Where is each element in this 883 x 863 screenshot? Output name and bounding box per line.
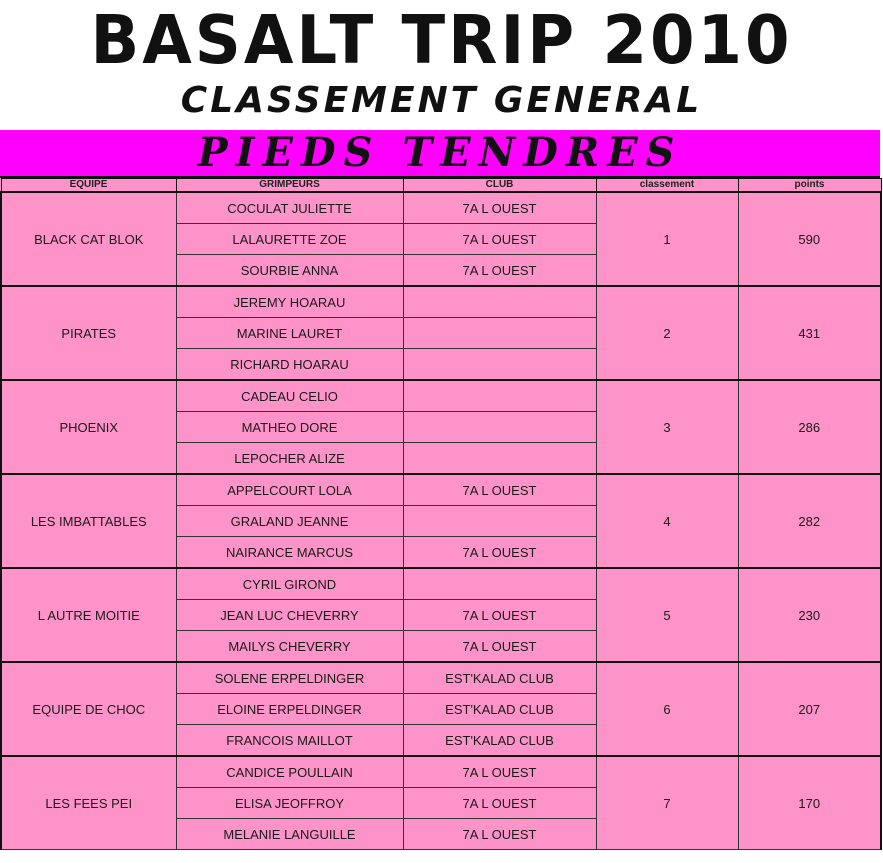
climber-cell[interactable]: LEPOCHER ALIZE xyxy=(176,443,403,475)
climber-cell[interactable]: ELOINE ERPELDINGER xyxy=(176,694,403,725)
climber-cell[interactable]: JEAN LUC CHEVERRY xyxy=(176,600,403,631)
points-cell[interactable]: 590 xyxy=(738,192,881,286)
points-cell[interactable]: 431 xyxy=(738,286,881,380)
points-cell[interactable]: 207 xyxy=(738,662,881,756)
rank-cell[interactable]: 2 xyxy=(596,286,738,380)
club-cell[interactable]: 7A L OUEST xyxy=(403,631,596,663)
column-header-points[interactable]: points xyxy=(738,179,881,193)
climber-cell[interactable]: APPELCOURT LOLA xyxy=(176,474,403,506)
ranking-table xyxy=(0,178,882,850)
climber-cell[interactable]: SOLENE ERPELDINGER xyxy=(176,662,403,694)
climber-cell[interactable]: FRANCOIS MAILLOT xyxy=(176,725,403,757)
rank-cell[interactable]: 7 xyxy=(596,756,738,850)
team-name-cell[interactable]: EQUIPE DE CHOC xyxy=(1,662,176,756)
climber-cell[interactable]: ELISA JEOFFROY xyxy=(176,788,403,819)
team-name-cell[interactable]: LES IMBATTABLES xyxy=(1,474,176,568)
climber-cell[interactable]: SOURBIE ANNA xyxy=(176,255,403,287)
page-title: BASALT TRIP 2010 xyxy=(90,2,793,80)
table-row xyxy=(1,286,881,318)
climber-cell[interactable]: MAILYS CHEVERRY xyxy=(176,631,403,663)
team-name-cell[interactable]: PHOENIX xyxy=(1,380,176,474)
club-cell[interactable] xyxy=(403,380,596,412)
club-cell[interactable] xyxy=(403,349,596,381)
team-name-cell[interactable]: BLACK CAT BLOK xyxy=(1,192,176,286)
points-cell[interactable]: 170 xyxy=(738,756,881,850)
table-row xyxy=(1,756,881,788)
climber-cell[interactable]: CANDICE POULLAIN xyxy=(176,756,403,788)
rank-cell[interactable]: 6 xyxy=(596,662,738,756)
points-cell[interactable]: 230 xyxy=(738,568,881,662)
club-cell[interactable]: EST'KALAD CLUB xyxy=(403,694,596,725)
climber-cell[interactable]: CYRIL GIROND xyxy=(176,568,403,600)
points-cell[interactable]: 286 xyxy=(738,380,881,474)
club-cell[interactable]: EST'KALAD CLUB xyxy=(403,662,596,694)
table-row xyxy=(1,474,881,506)
club-cell[interactable]: 7A L OUEST xyxy=(403,474,596,506)
club-cell[interactable]: 7A L OUEST xyxy=(403,788,596,819)
column-header-rank[interactable]: classement xyxy=(596,179,738,193)
table-row xyxy=(1,662,881,694)
rank-cell[interactable]: 1 xyxy=(596,192,738,286)
club-cell[interactable]: 7A L OUEST xyxy=(403,756,596,788)
team-name-cell[interactable]: LES FEES PEI xyxy=(1,756,176,850)
club-cell[interactable] xyxy=(403,443,596,475)
club-cell[interactable] xyxy=(403,568,596,600)
column-header-team[interactable]: EQUIPE xyxy=(1,179,176,193)
rank-cell[interactable]: 5 xyxy=(596,568,738,662)
climber-cell[interactable]: RICHARD HOARAU xyxy=(176,349,403,381)
climber-cell[interactable]: NAIRANCE MARCUS xyxy=(176,537,403,569)
points-cell[interactable]: 282 xyxy=(738,474,881,568)
page-subtitle: CLASSEMENT GENERAL xyxy=(180,80,703,121)
climber-cell[interactable]: COCULAT JULIETTE xyxy=(176,192,403,224)
table-row xyxy=(1,568,881,600)
ranking-body xyxy=(1,192,881,850)
column-header-club[interactable]: CLUB xyxy=(403,179,596,193)
club-cell[interactable] xyxy=(403,412,596,443)
club-cell[interactable] xyxy=(403,506,596,537)
club-cell[interactable]: 7A L OUEST xyxy=(403,255,596,287)
club-cell[interactable]: 7A L OUEST xyxy=(403,537,596,569)
club-cell[interactable] xyxy=(403,286,596,318)
header-row xyxy=(1,179,881,193)
table-row xyxy=(1,192,881,224)
club-cell[interactable]: EST'KALAD CLUB xyxy=(403,725,596,757)
table-row xyxy=(1,380,881,412)
climber-cell[interactable]: MELANIE LANGUILLE xyxy=(176,819,403,850)
climber-cell[interactable]: LALAURETTE ZOE xyxy=(176,224,403,255)
club-cell[interactable]: 7A L OUEST xyxy=(403,224,596,255)
club-cell[interactable] xyxy=(403,318,596,349)
climber-cell[interactable]: MARINE LAURET xyxy=(176,318,403,349)
climber-cell[interactable]: GRALAND JEANNE xyxy=(176,506,403,537)
category-banner: PIEDS TENDRES xyxy=(0,130,880,178)
climber-cell[interactable]: CADEAU CELIO xyxy=(176,380,403,412)
club-cell[interactable]: 7A L OUEST xyxy=(403,819,596,850)
rank-cell[interactable]: 4 xyxy=(596,474,738,568)
climber-cell[interactable]: JEREMY HOARAU xyxy=(176,286,403,318)
club-cell[interactable]: 7A L OUEST xyxy=(403,192,596,224)
rank-cell[interactable]: 3 xyxy=(596,380,738,474)
team-name-cell[interactable]: PIRATES xyxy=(1,286,176,380)
column-header-climbers[interactable]: GRIMPEURS xyxy=(176,179,403,193)
club-cell[interactable]: 7A L OUEST xyxy=(403,600,596,631)
team-name-cell[interactable]: L AUTRE MOITIE xyxy=(1,568,176,662)
climber-cell[interactable]: MATHEO DORE xyxy=(176,412,403,443)
